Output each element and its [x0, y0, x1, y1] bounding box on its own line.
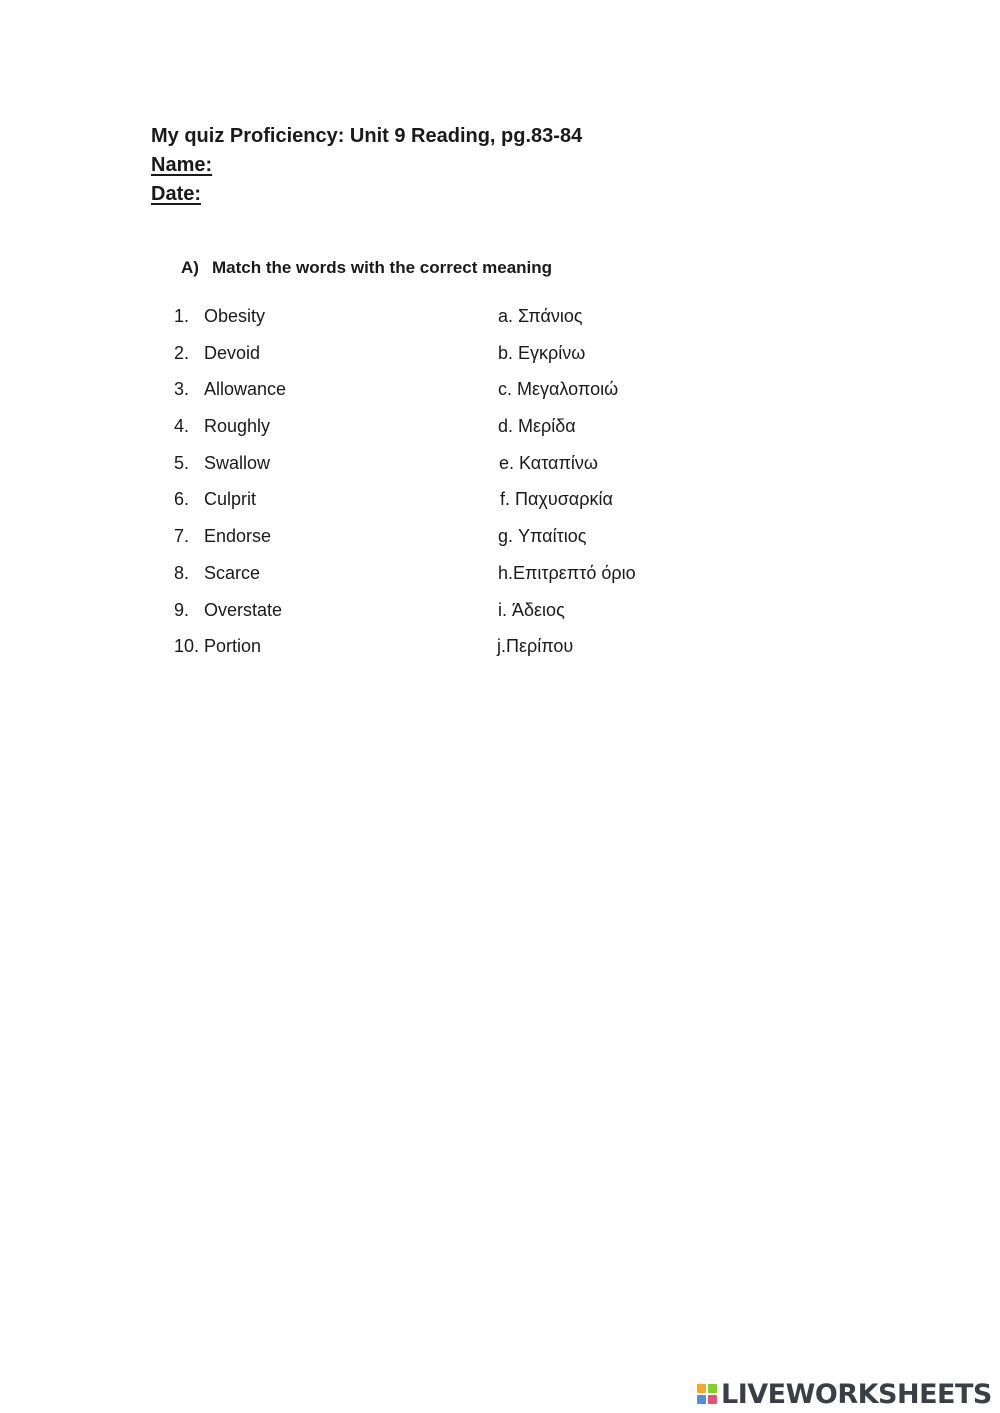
- date-label: Date:: [151, 183, 202, 205]
- greek-meaning: f. Παχυσαρκία: [500, 489, 613, 510]
- list-item: [0, 453, 1000, 490]
- item-number: 6.: [174, 489, 190, 510]
- section-a-title: [181, 258, 552, 278]
- english-word: Devoid: [204, 342, 261, 363]
- greek-meaning: g. Υπαίτιος: [498, 526, 587, 547]
- greek-meaning: e. Καταπίνω: [499, 452, 598, 473]
- worksheet-header: [151, 122, 582, 209]
- english-word: Allowance: [204, 379, 287, 400]
- item-number: 4.: [174, 416, 190, 437]
- liveworksheets-logo: [697, 1377, 992, 1411]
- greek-meaning: c. Μεγαλοποιώ: [498, 379, 619, 400]
- matching-list: [0, 306, 1000, 673]
- item-number: 10.: [174, 636, 200, 657]
- logo-square: [708, 1384, 717, 1393]
- list-item: [0, 636, 1000, 673]
- item-number: 3.: [174, 379, 190, 400]
- liveworksheets-logo-icon: [697, 1384, 717, 1404]
- english-word: Roughly: [204, 416, 271, 437]
- greek-meaning: b. Εγκρίνω: [498, 342, 586, 363]
- section-instruction: Match the words with the correct meaning: [212, 258, 553, 277]
- logo-square: [697, 1384, 706, 1393]
- english-word: Endorse: [204, 526, 272, 547]
- greek-meaning: j.Περίπου: [497, 636, 574, 657]
- english-word: Obesity: [204, 306, 266, 326]
- section-letter: A): [181, 258, 199, 277]
- english-word: Portion: [204, 636, 262, 657]
- list-item: [0, 526, 1000, 563]
- worksheet-title: My quiz Proficiency: Unit 9 Reading, pg.83-84: [151, 125, 583, 147]
- item-number: 8.: [174, 562, 190, 583]
- english-word: Culprit: [204, 489, 257, 510]
- item-number: 9.: [174, 599, 190, 620]
- greek-meaning: i. Άδειος: [498, 599, 565, 620]
- list-item: [0, 600, 1000, 637]
- list-item: [0, 379, 1000, 416]
- list-item: [0, 489, 1000, 526]
- logo-square: [697, 1395, 706, 1404]
- item-number: 1.: [174, 306, 190, 326]
- list-item: [0, 306, 1000, 343]
- greek-meaning: d. Μερίδα: [498, 416, 576, 437]
- english-word: Overstate: [204, 599, 283, 620]
- liveworksheets-logo-text: LIVEWORKSHEETS: [721, 1378, 992, 1410]
- item-number: 5.: [174, 452, 190, 473]
- name-label: Name:: [151, 154, 213, 176]
- list-item: [0, 563, 1000, 600]
- list-item: [0, 343, 1000, 380]
- english-word: Swallow: [204, 452, 271, 473]
- item-number: 7.: [174, 526, 190, 547]
- list-item: [0, 416, 1000, 453]
- item-number: 2.: [174, 342, 190, 363]
- english-word: Scarce: [204, 562, 261, 583]
- greek-meaning: a. Σπάνιος: [498, 306, 583, 326]
- greek-meaning: h.Επιτρεπτό όριο: [498, 562, 636, 583]
- logo-square: [708, 1395, 717, 1404]
